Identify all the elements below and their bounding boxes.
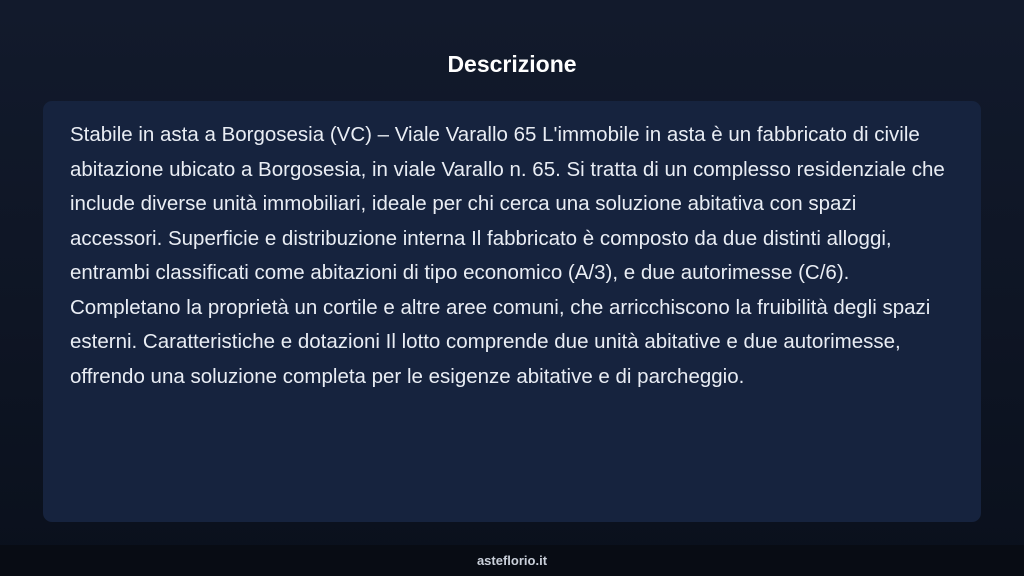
description-card: [43, 101, 981, 522]
footer-bar: [0, 545, 1024, 576]
site-name: asteflorio.it: [476, 553, 548, 568]
page-title: Descrizione: [447, 51, 577, 77]
description-text: Stabile in asta a Borgosesia (VC) – Viale Varallo 65 L'immobile in asta è un fabbricato di civile abitazione ubicato a Borgosesia, in viale Varallo n. 65. Si tratta di un complesso residenziale che include diverse unità immobiliari, ideale per chi cerca una soluzione abitativa con spazi accessori. Superficie e distribuzione interna Il fabbricato è composto da due distinti alloggi, entrambi classificati come abitazioni di tipo economico (A/3), e due autorimesse (C/6). Completano la proprietà un cortile e altre aree comuni, che arricchiscono la fruibilità degli spazi esterni. Caratteristiche e dotazioni Il lotto comprende due unità abitative e due autorimesse, offrendo una soluzione completa per le esigenze abitative e di parcheggio.: [70, 123, 945, 388]
